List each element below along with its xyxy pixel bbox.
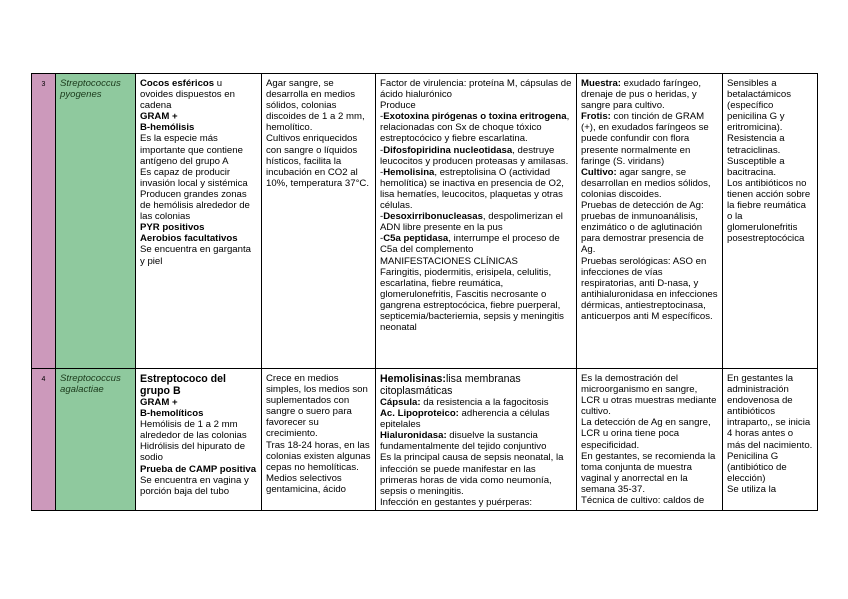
text-line [727, 178, 813, 245]
text-line [581, 495, 718, 506]
text-line [380, 430, 572, 452]
bold-term: Hemolisinas: [380, 373, 446, 385]
text-run: Es la demostración del microorganismo en sangre, LCR u otras muestras mediante cultivo. [581, 373, 717, 418]
morphology-cell [136, 369, 262, 511]
bold-term: Cápsula: [380, 397, 421, 408]
text-line [140, 189, 257, 222]
text-line [380, 267, 572, 334]
text-line [727, 484, 813, 495]
text-line [140, 441, 257, 463]
text-line [140, 244, 257, 266]
text-run: , despolimerizan el ADN libre presente en la pus [380, 211, 563, 234]
text-run: Los antibióticos no tienen acción sobre la fiebre reumática o la glomerulonefritis posestreptocócica [727, 177, 811, 245]
text-run: Factor de virulencia: proteína M, cápsulas de ácido hialurónico [380, 78, 572, 101]
text-line [727, 373, 813, 451]
text-line [140, 373, 257, 397]
text-run: - [380, 144, 384, 156]
bold-term: Ac. Lipoproteico: [380, 408, 459, 420]
text-line [266, 133, 371, 188]
text-run: - [380, 166, 384, 178]
text-run: Es la especie más importante que contiene antígeno del grupo A [140, 133, 243, 167]
table-row [32, 74, 818, 369]
bold-term: Estreptococo del grupo B [140, 373, 226, 397]
text-run: Hidrólisis del hipurato de sodio [140, 441, 246, 464]
bold-term: GRAM + [140, 397, 178, 408]
bold-term: Muestra: [581, 78, 621, 89]
text-line [581, 200, 718, 255]
text-line [380, 452, 572, 496]
bold-term: Cocos esféricos [140, 78, 215, 89]
text-run: - [380, 233, 384, 245]
text-line [727, 133, 813, 155]
treatment-cell [723, 74, 818, 369]
species-name: Streptococcus agalactiae [56, 369, 136, 511]
text-line [380, 78, 572, 100]
text-line [380, 111, 572, 144]
text-line [140, 133, 257, 166]
text-line [380, 373, 572, 397]
text-run: Producen grandes zonas de hemólisis alrededor de las colonias [140, 188, 250, 223]
text-line [140, 475, 257, 497]
bold-term: B-hemolíticos [140, 408, 204, 420]
bold-term: Frotis: [581, 111, 611, 123]
table-body [32, 74, 818, 511]
text-line [380, 211, 572, 233]
text-line [140, 464, 257, 475]
bold-term: C5a peptidasa [383, 233, 449, 245]
text-line [727, 156, 813, 178]
text-run: Se encuentra en garganta y piel [140, 244, 251, 267]
text-run: MANIFESTACIONES CLÍNICAS [380, 255, 518, 267]
text-run: exudado faríngeo, drenaje de pus o heridas, y sangre para cultivo. [581, 78, 701, 112]
text-line [140, 111, 257, 122]
text-line [140, 397, 257, 408]
bold-term: Hialuronidasa: [380, 430, 447, 442]
bold-term: Prueba de CAMP positiva [140, 463, 257, 475]
diagnosis-cell [577, 369, 723, 511]
morphology-cell [136, 74, 262, 369]
text-run: agar sangre, se desarrollan en medios sólidos, colonias discoides. [581, 166, 711, 200]
text-line [140, 419, 257, 441]
text-run: adherencia a células epitelales [380, 408, 550, 431]
text-line [581, 167, 718, 200]
text-line [380, 233, 572, 255]
text-line [727, 78, 813, 133]
text-line [140, 122, 257, 133]
text-line [266, 473, 371, 495]
text-line [727, 451, 813, 484]
text-line [380, 256, 572, 267]
text-run: Tras 18-24 horas, en las colonias existen algunas cepas no hemolíticas. [266, 439, 371, 473]
text-line [581, 373, 718, 417]
culture-cell [262, 74, 376, 369]
text-line [581, 451, 718, 495]
text-run: - [380, 111, 384, 123]
text-run: Infección en gestantes y puérperas: [380, 496, 532, 508]
text-line [581, 256, 718, 323]
text-line [380, 397, 572, 408]
bold-term: PYR positivos [140, 222, 205, 234]
text-line [581, 417, 718, 450]
text-line [140, 408, 257, 419]
text-line [380, 408, 572, 430]
text-line [140, 233, 257, 244]
text-line [380, 100, 572, 111]
row-number: 3 [32, 74, 56, 369]
text-run: da resistencia a la fagocitosis [420, 397, 549, 408]
text-run: En gestantes la administración endovenosa de antibióticos intraparto,, se inicia 4 horas antes o más del nacimiento. [727, 373, 813, 451]
text-line [380, 145, 572, 167]
text-run: Susceptible a bacitracina. [727, 155, 785, 178]
text-run: Sensibles a betalactámicos (específico penicilina G y eritromicina). [727, 78, 791, 134]
text-line [266, 78, 371, 133]
text-run: Faringitis, piodermitis, erisipela, celulitis, escarlatina, fiebre reumática, glomerulonefritis, Fascitis necrosante o gangrena estreptocócica, fiebre puerperal, septicemia/bacteriemia, sepsis y meningitis neonatal [380, 266, 564, 334]
text-run: , interrumpe el proceso de C5a del complemento [380, 233, 560, 256]
text-run: - [380, 211, 384, 223]
text-line [581, 111, 718, 166]
text-line [380, 497, 572, 508]
text-run: Pruebas de detección de Ag: pruebas de inmunoanálisis, enzimático o de aglutinación para demostrar presencia de Ag. [581, 200, 704, 256]
text-run: Es la principal causa de sepsis neonatal, la infección se puede manifestar en las primeras horas de vida como neumonía, sepsis o meningitis. [380, 452, 564, 497]
culture-cell [262, 369, 376, 511]
text-run: , destruye leucocitos y producen proteasas y amilasas. [380, 144, 569, 167]
text-run: Resistencia a tetraciclinas. [727, 133, 785, 156]
text-run: disuelve la sustancia fundamentalmente del tejido conjuntivo [380, 430, 547, 453]
text-run: Crece en medios simples, los medios son suplementados con sangre o suero para favorecer su crecimiento. [266, 373, 368, 440]
species-name: Streptococcus pyogenes [56, 74, 136, 369]
text-run: La detección de Ag en sangre, LCR u orina tiene poca especificidad. [581, 417, 711, 451]
text-line [581, 78, 718, 111]
bold-term: Difosfopiridina nucleotidasa [383, 144, 513, 156]
bold-term: Cultivo: [581, 166, 617, 178]
text-run: Medios selectivos gentamicina, ácido [266, 472, 346, 495]
text-run: Produce [380, 100, 416, 112]
text-run: Se utiliza la [727, 483, 777, 495]
virulence-cell [376, 74, 577, 369]
bold-term: B-hemólisis [140, 122, 195, 134]
treatment-cell [723, 369, 818, 511]
text-run: Técnica de cultivo: caldos de [581, 495, 705, 507]
text-run: Se encuentra en vagina y porción baja del tubo [140, 474, 249, 497]
row-number: 4 [32, 369, 56, 511]
text-run: Penicilina G (antibiótico de elección) [727, 450, 787, 484]
bold-term: Exotoxina pirógenas o toxina eritrogena [383, 111, 567, 123]
bacteria-table [31, 73, 818, 511]
bold-term: Desoxirribonucleasas [383, 211, 483, 223]
text-run: con tinción de GRAM (+), en exudados faríngeos se puede confundir con flora presente normalmente en faringe (S. viridans) [581, 111, 709, 167]
text-run: , relacionadas con Sx de choque tóxico estreptocócico y fiebre escarlatina. [380, 111, 570, 145]
diagnosis-cell [577, 74, 723, 369]
text-line [140, 222, 257, 233]
bold-term: GRAM + [140, 111, 178, 123]
table-row [32, 369, 818, 511]
text-run: lisa membranas citoplasmáticas [380, 373, 521, 397]
virulence-cell [376, 369, 577, 511]
text-line [140, 78, 257, 111]
text-run: Agar sangre, se desarrolla en medios sólidos, colonias discoides de 1 a 2 mm, hemolítico. [266, 78, 365, 134]
text-run: Pruebas serológicas: ASO en infecciones de vías respiratorias, anti D-nasa, y antihialuronidasa en infecciones dérmicas, antiestreptocinasa, anticuerpos anti M específicos. [581, 255, 718, 322]
text-line [266, 373, 371, 440]
text-run: , estreptolisina O (actividad hemolítica) se inactiva en presencia de O2, lisa hematíes, leucocitos, plaquetas y otras células. [380, 166, 564, 212]
text-run: Cultivos enriquecidos con sangre o líquidos hísticos, facilita la incubación en CO2 al 10%, temperatura 37°C. [266, 133, 370, 189]
text-run: u ovoides dispuestos en cadena [140, 78, 235, 112]
bold-term: Aerobios facultativos [140, 233, 238, 245]
text-line [380, 167, 572, 211]
text-run: En gestantes, se recomienda la toma conjunta de muestra vaginal y anorrectal en la semana 35-37. [581, 450, 716, 495]
text-run: Hemólisis de 1 a 2 mm alrededor de las colonias [140, 419, 247, 442]
bold-term: Hemolisina [383, 166, 435, 178]
text-run: Es capaz de producir invasión local y sistémica [140, 166, 248, 189]
text-line [140, 167, 257, 189]
text-line [266, 440, 371, 473]
